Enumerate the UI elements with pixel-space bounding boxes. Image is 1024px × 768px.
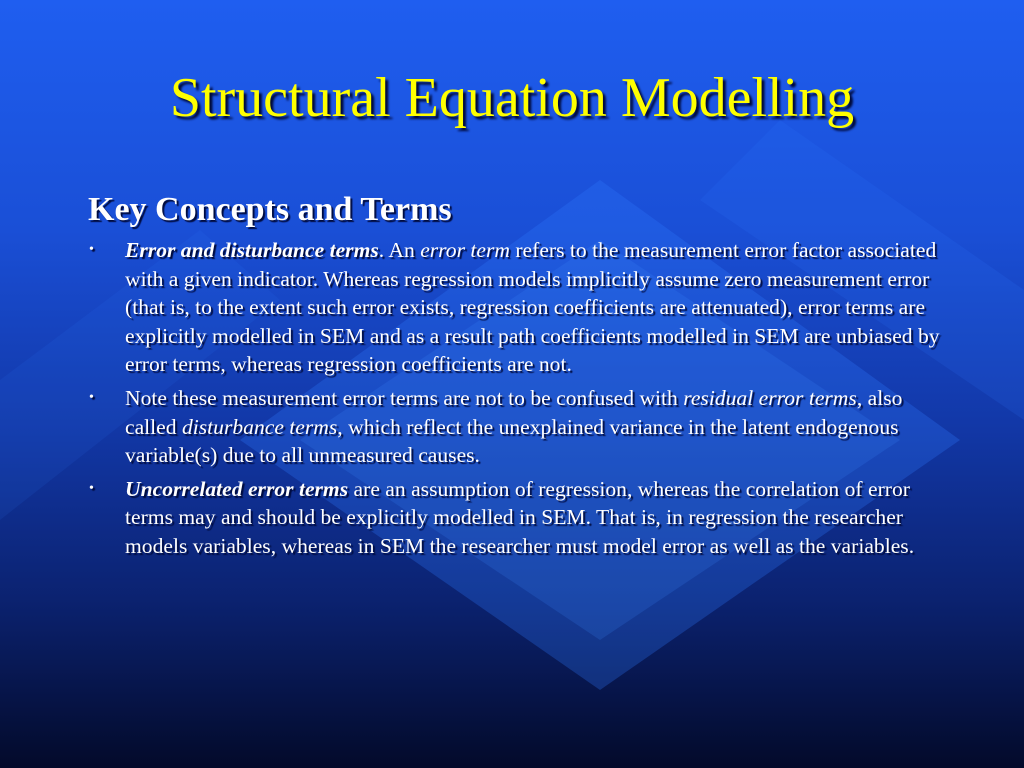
bullet-text: Note these measurement error terms are not to be confused with xyxy=(125,385,684,410)
bullet-dot-icon: • xyxy=(89,389,94,405)
bullet-term: Uncorrelated error terms xyxy=(125,476,349,501)
bullet-text: are an assumption of regression, whereas the correlation of error terms may and should be explicitly modelled in SEM. That is, in regression the researcher models variables, whereas in SEM the researcher must model error as well as the variables. xyxy=(125,476,915,558)
bullet-list xyxy=(88,236,948,561)
slide-content xyxy=(88,188,948,566)
bullet-text: , which reflect the unexplained variance in the latent endogenous variable(s) due to all unmeasured causes. xyxy=(125,414,899,468)
bullet-item-uncorrelated-errors xyxy=(88,475,948,561)
slide-title: Structural Equation Modelling xyxy=(169,67,855,129)
bullet-text: , also called xyxy=(125,385,903,439)
bullet-term-italic: residual error terms xyxy=(683,385,857,410)
bullet-term: Error and disturbance terms xyxy=(125,238,379,262)
bullet-text: . An xyxy=(378,238,421,262)
section-heading: Key Concepts and Terms xyxy=(88,191,452,228)
bullet-term-italic: disturbance terms xyxy=(181,414,338,439)
bullet-term-italic: error term xyxy=(420,238,510,262)
bullet-text: refers to the measurement error factor associated with a given indicator. Whereas regression models implicitly assume zero measurement error (that is, to the extent such error exists, regression coefficients are attenuated), error terms are explicitly modelled in SEM and as a result path coefficients modelled in SEM are unbiased by error terms, whereas regression coefficients are not. xyxy=(125,238,940,377)
bullet-item-measurement-note xyxy=(88,384,948,470)
bullet-dot-icon: • xyxy=(89,242,94,257)
bullet-item-error-terms xyxy=(88,236,948,379)
bullet-dot-icon: • xyxy=(89,480,94,496)
